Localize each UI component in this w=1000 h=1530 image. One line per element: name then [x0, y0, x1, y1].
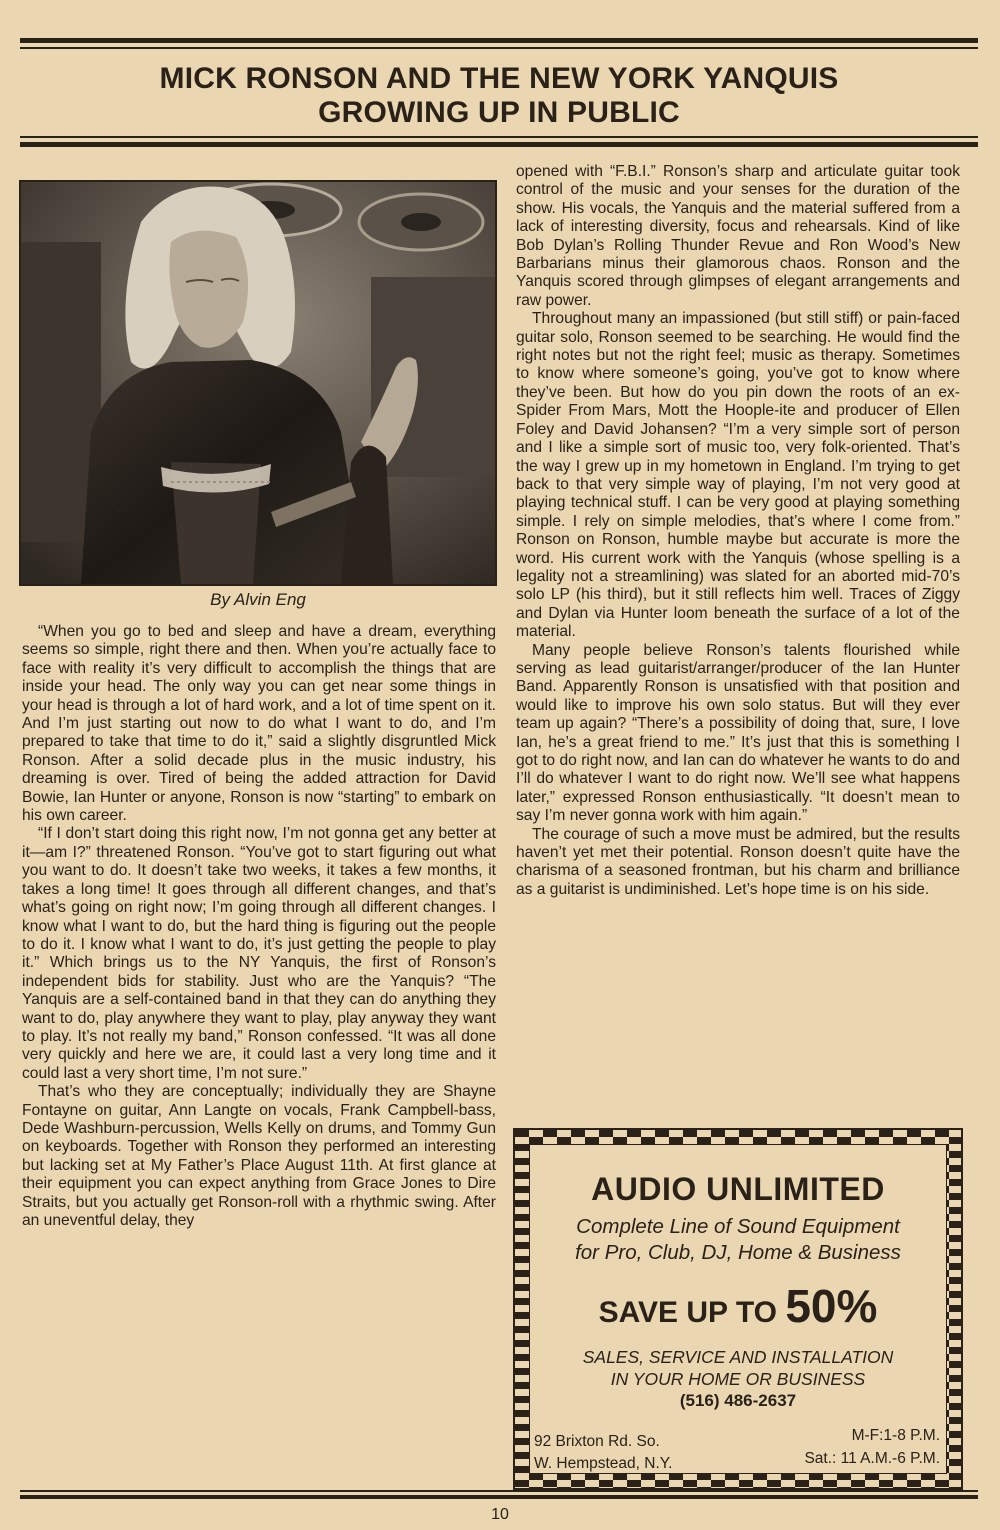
- byline: By Alvin Eng: [210, 590, 306, 609]
- ad-hours-weekday: M-F:1-8 P.M.: [851, 1427, 940, 1444]
- right-column: [516, 163, 960, 899]
- left-column: [22, 623, 496, 1230]
- bottom-rule-thin: [20, 1490, 978, 1492]
- headline-rule-thin: [20, 136, 978, 138]
- ad-title: AUDIO UNLIMITED: [591, 1171, 885, 1207]
- headline-line-1: MICK RONSON AND THE NEW YORK YANQUIS: [159, 62, 839, 95]
- bottom-rule-thick: [20, 1495, 978, 1499]
- ad-sales-line-2: IN YOUR HOME OR BUSINESS: [610, 1369, 866, 1389]
- headline-line-2: GROWING UP IN PUBLIC: [318, 96, 680, 129]
- ad-subtitle-line-1: Complete Line of Sound Equipment: [576, 1215, 900, 1238]
- left-paragraph-1: “When you go to bed and sleep and have a dream, everything seems so simple, right there and then. When you’re actually face to face with reality it’s very difficult to accomplish the things that are inside your head. The only way you can get near some things in your head is through a lot of hard work, and a lot of time spent on it. And I’m just starting out now to do what I want to do, and I’m prepared to take that time to do it,” said a slightly disgruntled Mick Ronson. After a solid decade plus in the music industry, his dreaming is over. Tired of being the added attraction for David Bowie, Ian Hunter or anyone, Ronson is now “starting” to embark on his own career.: [22, 623, 496, 825]
- guitarist-photo-illustration: [21, 182, 495, 584]
- right-paragraph-1: opened with “F.B.I.” Ronson’s sharp and articulate guitar took control of the music and your senses for the duration of the show. His vocals, the Yanquis and the material suffered from a lack of interesting diversity, focus and rehearsals. Kind of like Bob Dylan’s Rolling Thunder Revue and Ron Wood’s New Barbarians minus their glamorous chaos. Ronson and the Yanquis scored through glimpses of elegant arrangements and raw power.: [516, 163, 960, 309]
- headline: [20, 62, 978, 130]
- ad-save-percent: 50%: [785, 1280, 878, 1332]
- ad-address-line-1: 92 Brixton Rd. So.: [534, 1433, 660, 1450]
- article-photo: [19, 180, 497, 586]
- right-paragraph-4: The courage of such a move must be admired, but the results haven’t yet met their potential. Ronson doesn’t quite have the charisma of a seasoned frontman, but his charm and brilliance as a guitarist is undiminished. Let’s hope time is on his side.: [516, 825, 960, 898]
- left-paragraph-2: “If I don’t start doing this right now, I’m not gonna get any better at it—am I?” threatened Ronson. “You’ve got to start figuring out what you want to do. It doesn’t take two weeks, it takes a few months, it takes a long time! It goes through all different changes, and that’s what’s going on right now; I’m going through all different changes. I know what I want to do, but the hard thing is figuring out the people to do it. I know what I want to do, it’s just getting the people to play it.” Which brings us to the NY Yanquis, the first of Ronson’s independent bids for stability. Just who are the Yanquis? “The Yanquis are a self-contained band in that they can do anything they want to do, play anywhere they want to play, play anyway they want to play. It’s not really my band,” Ronson confessed. “It was all done very quickly and here we are, it could last a very long time and it could last a very short time, I’m not sure.”: [22, 825, 496, 1082]
- ad-address-line-2: W. Hempstead, N.Y.: [534, 1455, 673, 1472]
- right-paragraph-2: Throughout many an impassioned (but still stiff) or pain-faced guitar solo, Ronson seemed to be searching. He would find the right notes but not the right feel; music as therapy. Sometimes to know where someone’s going, you’ve got to know where they’ve been. But how do you pin down the roots of an ex-Spider From Mars, Mott the Hoople-ite and producer of Ellen Foley and David Johansen? “I’m a very simple sort of person and I like a simple sort of music too, very folk-oriented. That’s the way I grew up in my hometown in England. I’m trying to get back to that very simple way of playing, I’m not very good at playing technical stuff. I can be very good at playing something simple. I rely on simple melodies, that’s where I come from.” Ronson on Ronson, humble maybe but accurate is more the word. His current work with the Yanquis (whose spelling is a legality not a streamlining) was slated for an aborted mid-70’s solo LP (his third), but it still reflects him well. Traces of Ziggy and Dylan via Hunter loom beneath the surface of a lot of the material.: [516, 310, 960, 641]
- ad-subtitle-line-2: for Pro, Club, DJ, Home & Business: [575, 1241, 901, 1264]
- top-rule-thin: [20, 47, 978, 49]
- ad-save-text: SAVE UP TO: [598, 1296, 777, 1329]
- ad-phone: (516) 486-2637: [679, 1391, 797, 1410]
- ad-content: [529, 1144, 947, 1474]
- page-number: 10: [491, 1506, 509, 1523]
- headline-rule-thick: [20, 142, 978, 147]
- right-paragraph-3: Many people believe Ronson’s talents flourished while serving as lead guitarist/arranger/producer of the Ian Hunter Band. Apparently Ronson is unsatisfied with that position and would like to improve his own solo status. But will they ever team up again? “There’s a possibility of doing that, sure, I love Ian, he’s a great friend to me.” It’s just that this is something I got to do right now, and Ian can do whatever he wants to do and I’ll do whatever I want to do right now. We’ll see what happens later,” expressed Ronson enthusiastically. “It doesn’t mean to say I’m never gonna work with him again.”: [516, 641, 960, 825]
- ad-hours-saturday: Sat.: 11 A.M.-6 P.M.: [804, 1450, 940, 1467]
- ad-save-offer: [530, 1279, 946, 1333]
- audio-unlimited-ad: [513, 1128, 963, 1490]
- left-paragraph-3: That’s who they are conceptually; individually they are Shayne Fontayne on guitar, Ann Langte on vocals, Frank Campbell-bass, Dede Washburn-percussion, Wells Kelly on drums, and Tommy Gun on keyboards. Together with Ronson they performed an interesting but lacking set at My Father’s Place August 11th. At first glance at their equipment you can expect anything from Grace Jones to Dire Straits, but you actually get Ronson-roll with a rhythmic swing. After an uneventful delay, they: [22, 1083, 496, 1229]
- ad-sales-line-1: SALES, SERVICE AND INSTALLATION: [582, 1347, 894, 1367]
- top-rule-thick: [20, 38, 978, 43]
